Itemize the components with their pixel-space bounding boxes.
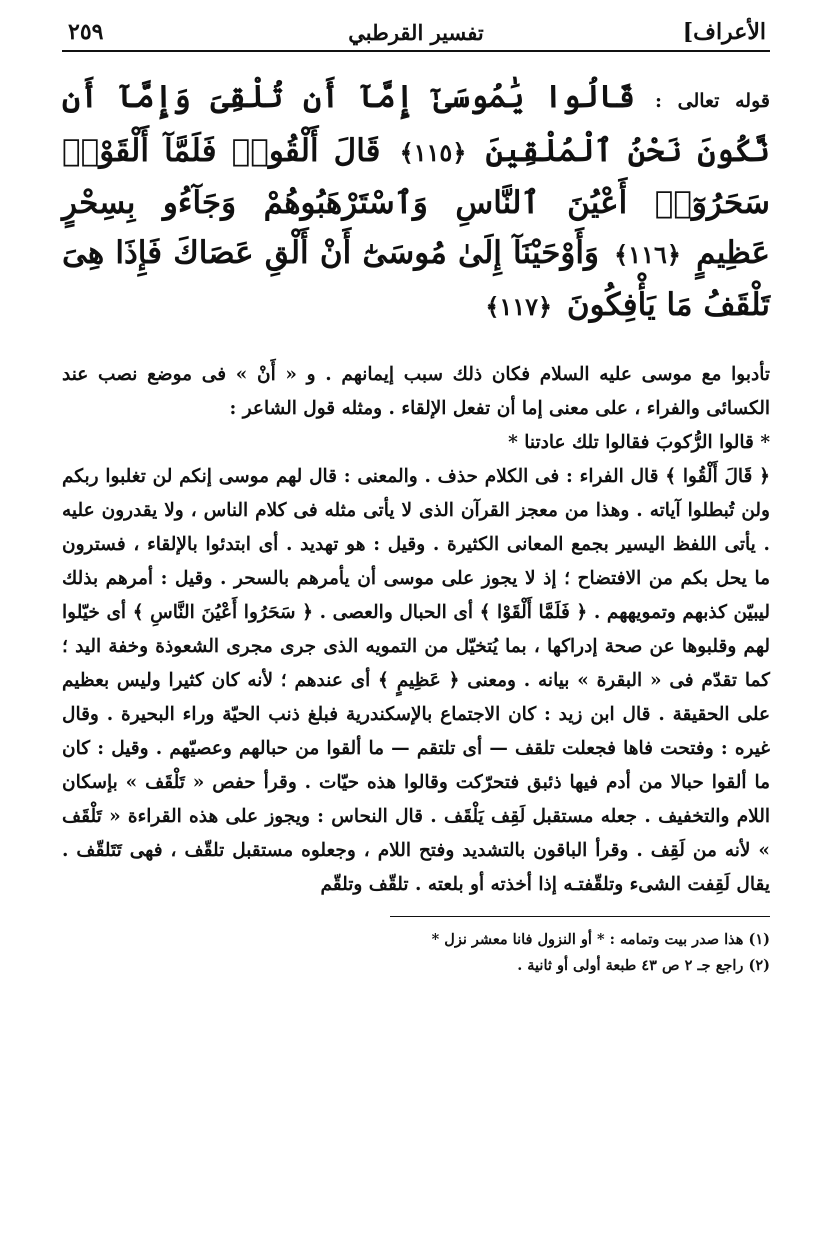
poetry-quote: * قالوا الرُّكوبَ فقالوا تلك عادتنا * xyxy=(508,432,770,453)
ayah-number-116: ﴿١١٦﴾ xyxy=(614,240,681,269)
ayah-number-115: ﴿١١٥﴾ xyxy=(399,138,467,167)
commentary-paragraph-2: ﴿ قَالَ أَلْقُوا ﴾ قال الفراء : فى الكلام حذف . والمعنى : قال لهم موسى إنكم لن تغلبوا ربكم ولن تُبطلوا آياته . وهذا من معجز القرآن الذى لا يأتى مثله فى كلام الناس ، ولا يقدرون عليه . يأتى اللفظ اليسير بجمع المعانى الكثيرة . وقيل : هو تهديد . أى ابتدئوا بالإلقاء ، فسترون ما يحل بكم من الافتضاح ؛ إذ لا يجوز على موسى أن يأمرهم بالسحر . وقيل : أمرهم بذلك ليبيّن كذبهم وتمويههم . ﴿ فَلَمَّا أَلْقَوْا ﴾ أى الحبال والعصى . ﴿ سَحَرُوا أَعْيُنَ النَّاسِ ﴾ أى خيّلوا لهم وقلبوها عن صحة إدراكها ، بما يُتخيّل من التمويه الذى جرى مجرى الشعوذة وخفة اليد ؛ كما تقدّم فى « البقرة » بيانه . ومعنى ﴿ عَظِيمٍ ﴾ أى عندهم ؛ لأنه كان كثيرا وليس بعظيم على الحقيقة . قال ابن زيد : كان الاجتماع بالإسكندرية فبلغ ذنب الحيّة وراء البحيرة . وقال غيره : وفتحت فاها فجعلت تلقف — أى تلتقم — ما ألقوا من حبالهم وعصيّهم . وقيل : كان ما ألقوا حبالا من أدم فيها ذئبق فتحرّكت وقالوا هذه حيّات . وقرأ حفص « تَلْقَف » بإسكان اللام والتخفيف . جعله مستقبل لَقِف يَلْقَف . قال النحاس : ويجوز على هذه القراءة « تَلْقَف » لأنه من لَقِف . وقرأ الباقون بالتشديد وفتح اللام ، وجعلوه مستقبل تلقّف ، فهى تَتَلقّف . يقال لَقِفت الشىء وتلقّفتـه إذا أخذته أو بلعته . تلقّف وتلقّم xyxy=(62,466,770,895)
book-page xyxy=(62,14,770,1234)
verse-lead: قوله تعالى : xyxy=(654,90,770,112)
page-header xyxy=(62,14,770,52)
commentary-paragraph-1: تأدبوا مع موسى عليه السلام فكان ذلك سبب إيمانهم . و « أَنْ » فى موضع نصب عند الكسائى والفراء ، على معنى إما أن تفعل الإلقاء . ومثله قول الشاعر : xyxy=(62,364,770,419)
page-number: ٢٥٩ xyxy=(68,19,104,45)
book-title: تفسير القرطبي xyxy=(348,19,484,45)
commentary-body xyxy=(62,358,770,902)
footnote-separator xyxy=(390,916,770,917)
verse-text-117: وَأَوْحَيْنَآ إِلَىٰ مُوسَىٰٓ أَنْ أَلْقِ عَصَاكَ فَإِذَا هِىَ تَلْقَفُ مَا يَأْفِكُونَ xyxy=(62,235,770,323)
verse-text-115: قَالُوا يَٰمُوسَىٰٓ إِمَّآ أَن تُلْقِىَ وَإِمَّآ أَن نَّكُونَ نَحْنُ ٱلْمُلْقِينَ xyxy=(62,79,770,169)
footnotes xyxy=(62,927,770,979)
quran-verse-block xyxy=(62,72,770,332)
footnote-1: (١) هذا صدر بيت وتمامه : * أو النزول فانا معشر نزل * xyxy=(431,931,770,948)
surah-title: الأعراف] xyxy=(682,19,766,45)
footnote-2: (٢) راجع جـ ٢ ص ٤٣ طبعة أولى أو ثانية . xyxy=(517,957,770,974)
ayah-number-117: ﴿١١٧﴾ xyxy=(485,292,553,321)
verse-text-116: قَالَ أَلْقُوا۟ فَلَمَّآ أَلْقَوْا۟ سَحَرُوٓا۟ أَعْيُنَ ٱلنَّاسِ وَٱسْتَرْهَبُوهُمْ وَجَآءُو بِسِحْرٍ عَظِيمٍ xyxy=(62,133,770,271)
